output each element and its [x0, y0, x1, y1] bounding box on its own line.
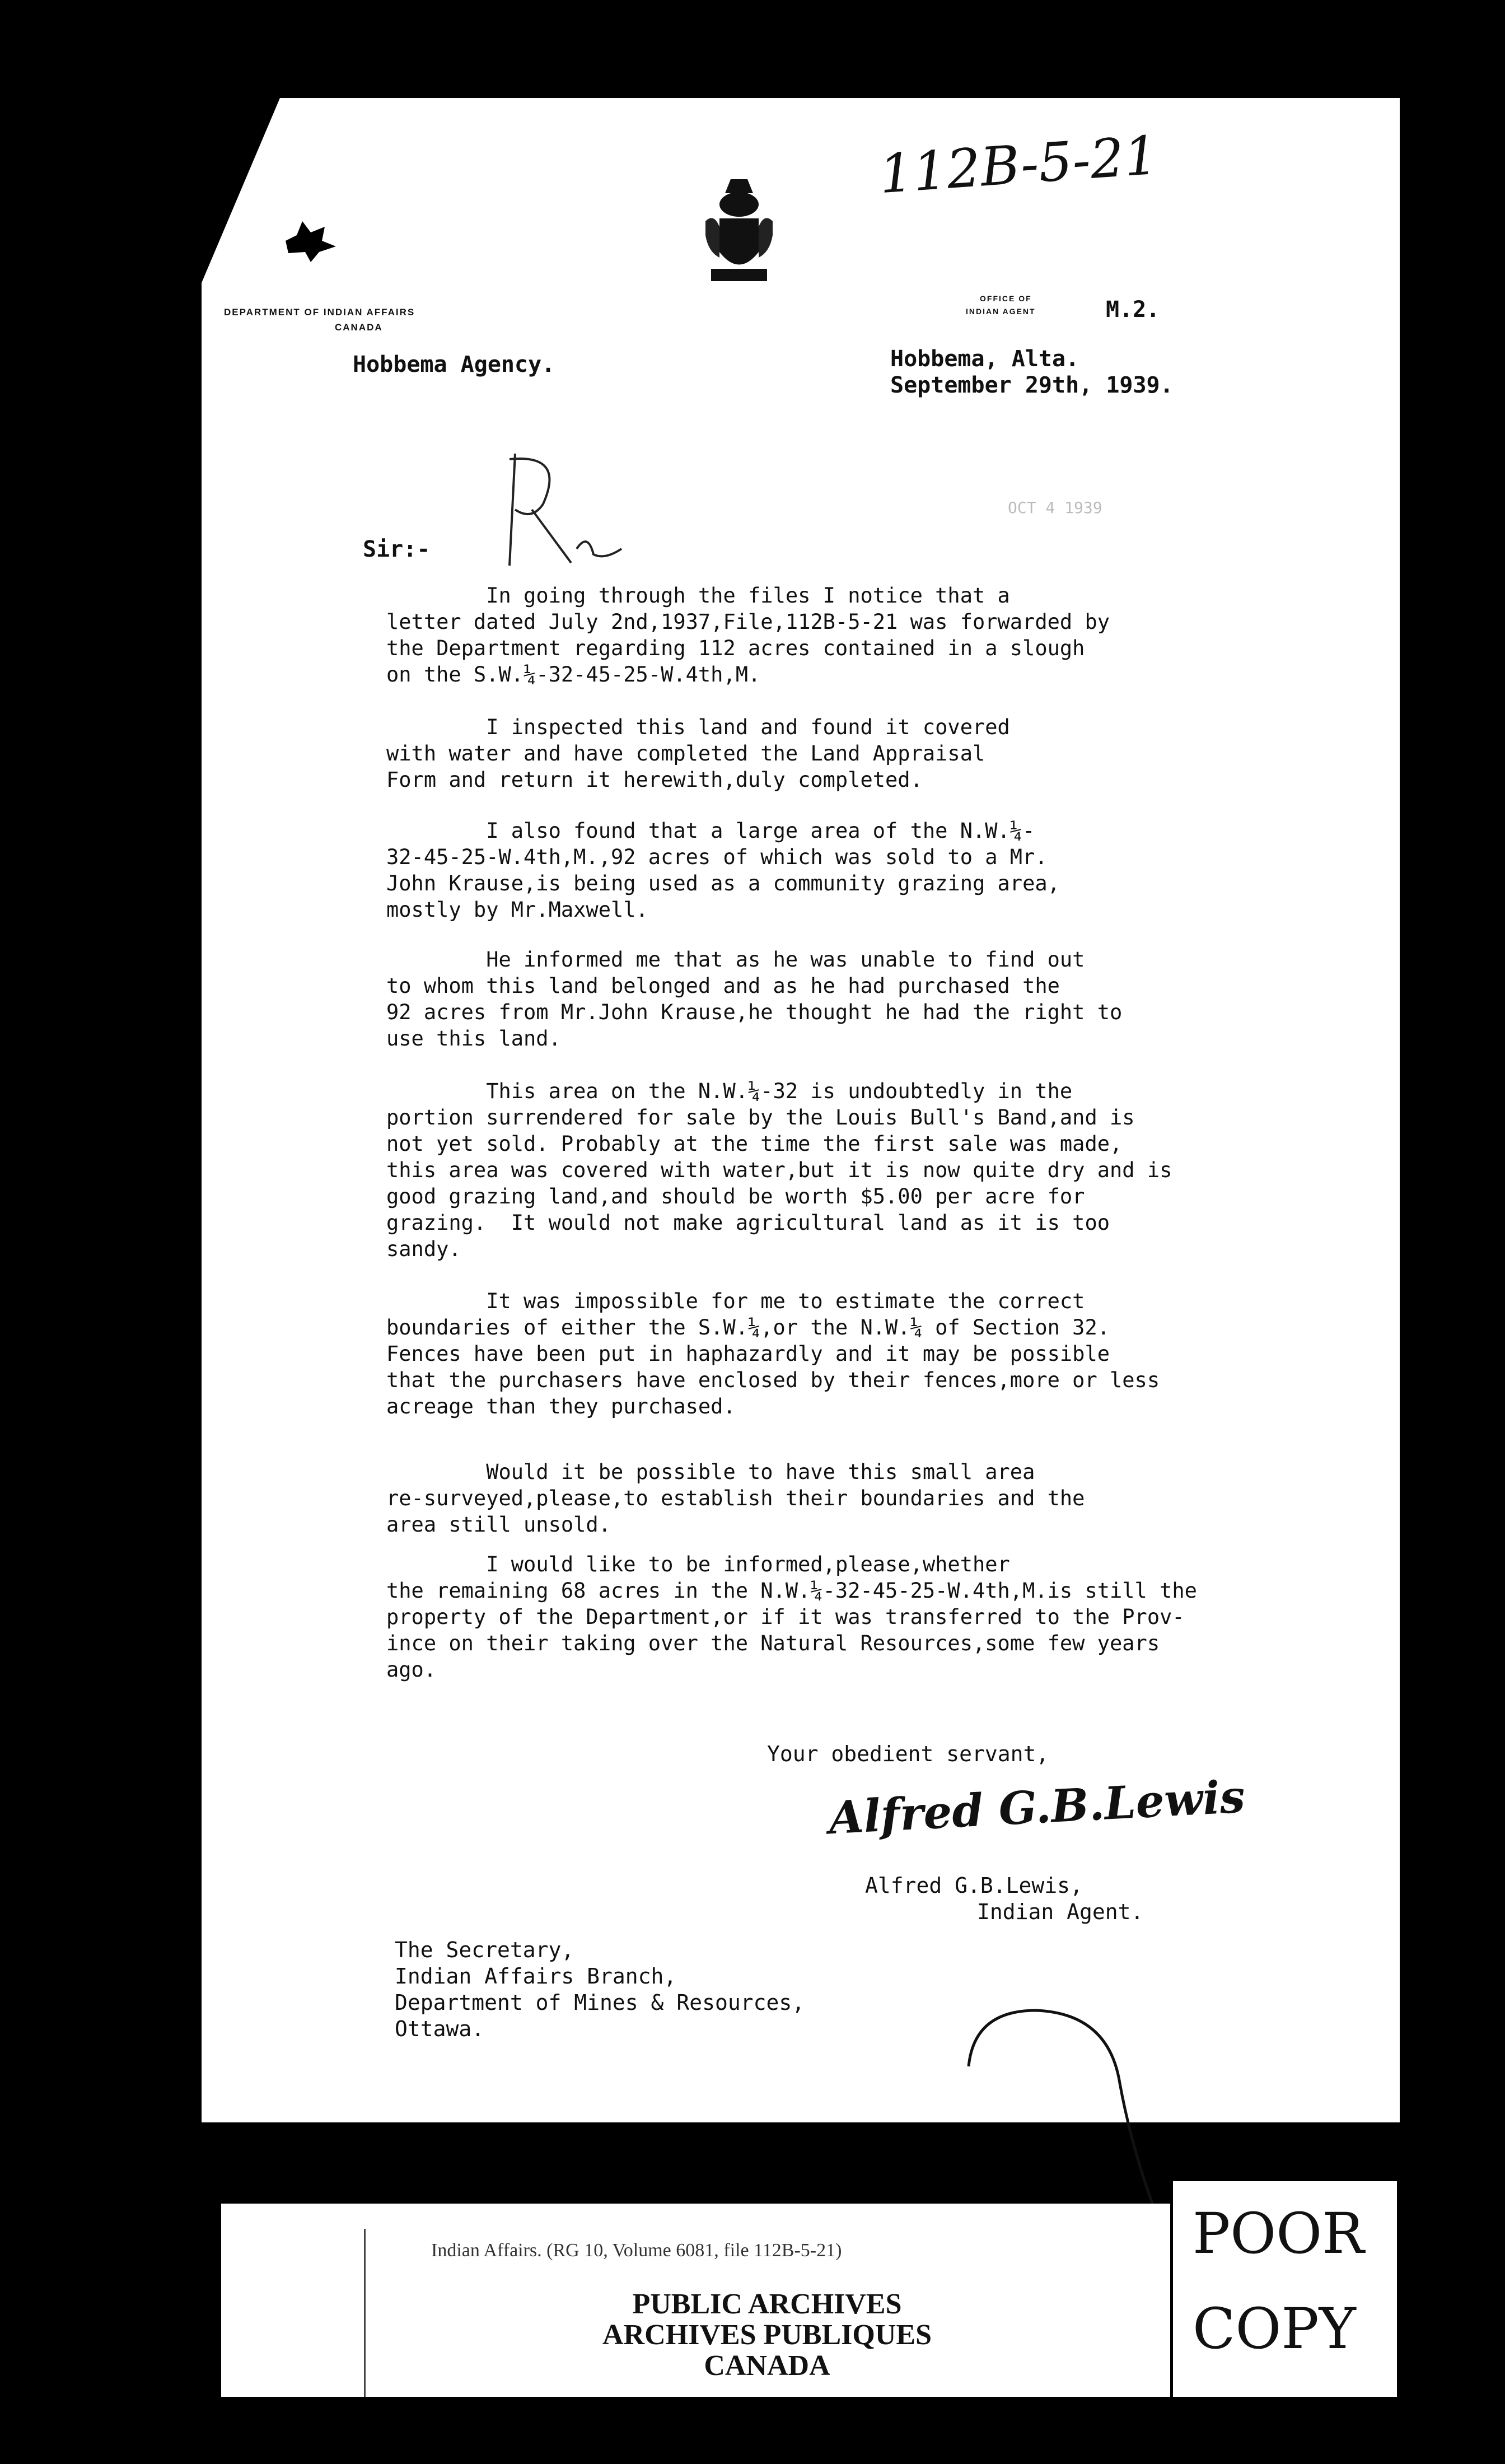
- date: September 29th, 1939.: [890, 372, 1174, 398]
- paragraph-6: It was impossible for me to estimate the correct boundaries of either the S.W.¼,or the N.W.¼ of Section 32. Fences have been put in haphazardly and it may be possible that the purchasers have enclosed by their fences,more or less acreage than they purchased.: [386, 1289, 1160, 1418]
- recipient-line-3: Department of Mines & Resources,: [395, 1990, 805, 2015]
- signer-title: Indian Agent.: [977, 1900, 1144, 1924]
- office-agent-label: INDIAN AGENT: [966, 307, 1036, 316]
- office-code: M.2.: [1106, 297, 1160, 323]
- closing: Your obedient servant,: [767, 1742, 1049, 1766]
- string-loop: [963, 1999, 1198, 2212]
- archive-reference: Indian Affairs. (RG 10, Volume 6081, file 112B-5-21): [431, 2240, 842, 2261]
- paragraph-7: Would it be possible to have this small area re-surveyed,please,to establish their boundaries and the area still unsold.: [386, 1460, 1085, 1537]
- archive-country: CANADA: [704, 2350, 830, 2382]
- recipient-line-1: The Secretary,: [395, 1938, 574, 1962]
- salutation: Sir:-: [363, 536, 431, 562]
- paragraph-2: I inspected this land and found it covered with water and have completed the Land Appraisal Form and return it herewith,duly completed.: [386, 715, 1010, 792]
- coat-of-arms-icon: [703, 174, 775, 291]
- office-label: OFFICE OF: [980, 294, 1032, 303]
- folded-corner: [202, 98, 280, 283]
- paragraph-4: He informed me that as he was unable to find out to whom this land belonged and as he had purchased the 92 acres from Mr.John Krause,he thought he had the right to use this land.: [386, 948, 1123, 1051]
- ink-blot-mark: [280, 213, 342, 263]
- handwritten-initial: [493, 442, 633, 571]
- handwritten-note-line-2: COPY: [1193, 2296, 1356, 2362]
- archive-name-fr: ARCHIVES PUBLIQUES: [602, 2319, 932, 2351]
- paragraph-1: In going through the files I notice that a letter dated July 2nd,1937,File,112B-5-21 was forwarded by the Department regarding 112 acres contained in a slough on the S.W.¼-32-45-25-W.4th,M.: [386, 584, 1110, 687]
- paragraph-3: I also found that a large area of the N.W.¼- 32-45-25-W.4th,M.,92 acres of which was sold to a Mr. John Krause,is being used as a community grazing area, mostly by Mr.Maxwell.: [386, 819, 1060, 922]
- handwritten-file-number: 112B-5-21: [877, 124, 1160, 206]
- recipient-line-2: Indian Affairs Branch,: [395, 1964, 677, 1989]
- department-country: CANADA: [335, 322, 383, 333]
- received-stamp: OCT 4 1939: [1008, 498, 1102, 517]
- paragraph-8: I would like to be informed,please,whether the remaining 68 acres in the N.W.¼-32-45-25-W.4th,M.is still the property of the Department,or if it was transferred to the Prov- ince on their taking over the Natural Resources,some few years ago.: [386, 1552, 1197, 1682]
- recipient-line-4: Ottawa.: [395, 2017, 485, 2041]
- signer-name: Alfred G.B.Lewis,: [865, 1873, 1083, 1898]
- signature: Alfred G.B.Lewis: [828, 1770, 1246, 1845]
- agency-name: Hobbema Agency.: [353, 352, 555, 377]
- department-name: DEPARTMENT OF INDIAN AFFAIRS: [224, 307, 415, 318]
- paragraph-5: This area on the N.W.¼-32 is undoubtedly in the portion surrendered for sale by the Louis Bull's Band,and is not yet sold. Probably at the time the first sale was made, this area was covered with water,but it is now quite dry and is good grazing land,and should be worth $5.00 per acre for grazing. It would not make agricultural land as it is too sandy.: [386, 1079, 1172, 1261]
- archive-name-en: PUBLIC ARCHIVES: [632, 2288, 902, 2320]
- handwritten-note-line-1: POOR: [1193, 2201, 1364, 2266]
- place: Hobbema, Alta.: [890, 346, 1079, 372]
